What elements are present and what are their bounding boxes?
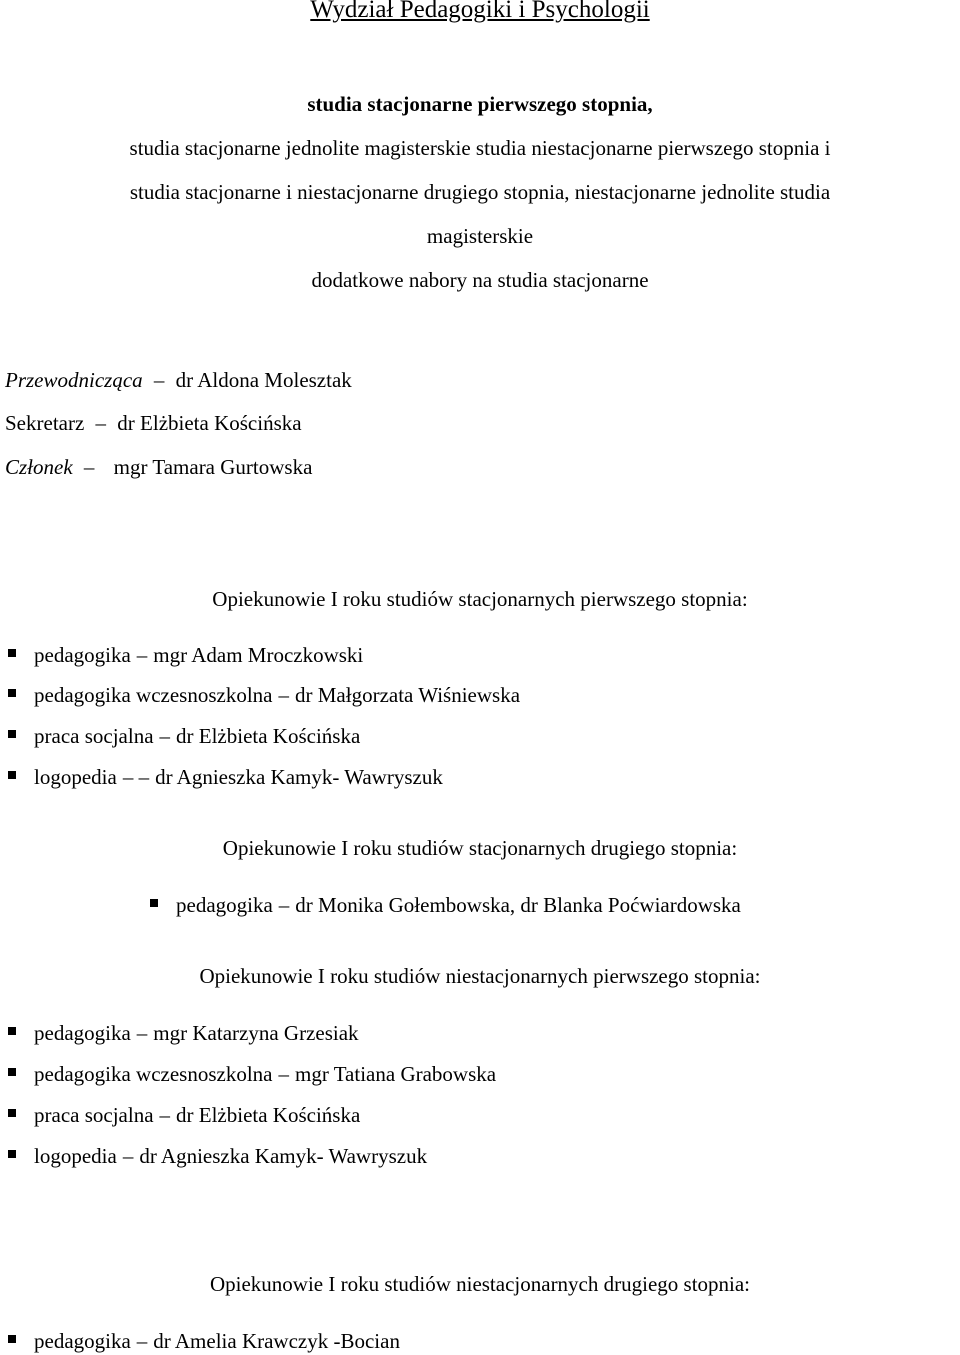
dash: – (83, 455, 95, 479)
list-item (8, 765, 443, 790)
bullet-icon (8, 1335, 16, 1343)
list-item (8, 643, 363, 668)
subtitle-line-4: magisterskie (426, 224, 534, 248)
list-item (8, 1103, 360, 1128)
committee-name: dr Aldona Molesztak (175, 368, 352, 392)
section-heading-1: Opiekunowie I roku studiów stacjonarnych pierwszego stopnia: (212, 587, 748, 611)
bullet-icon (8, 771, 16, 779)
dash: – (95, 411, 107, 435)
section-heading-2: Opiekunowie I roku studiów stacjonarnych drugiego stopnia: (222, 836, 738, 860)
list-item (8, 724, 360, 749)
bullet-icon (8, 1150, 16, 1158)
committee-name: mgr Tamara Gurtowska (113, 455, 313, 479)
dash: – (159, 724, 171, 748)
field-name: logopedia (34, 765, 117, 789)
field-name: pedagogika (34, 1021, 131, 1045)
field-name: praca socjalna (34, 1103, 154, 1127)
dash: – (278, 1062, 289, 1086)
person-name: dr Monika Gołembowska, dr Blanka Poćwiardowska (295, 893, 741, 917)
committee-role: Sekretarz (5, 411, 85, 435)
person-name: dr Agnieszka Kamyk- Wawryszuk (139, 1144, 428, 1168)
field-name: pedagogika wczesnoszkolna (34, 683, 273, 707)
person-name: dr Małgorzata Wiśniewska (295, 683, 521, 707)
bullet-icon (8, 1027, 16, 1035)
section-heading-4: Opiekunowie I roku studiów niestacjonarnych drugiego stopnia: (209, 1272, 751, 1296)
dash: – (278, 683, 289, 707)
field-name: logopedia (34, 1144, 117, 1168)
field-name: pedagogika (34, 1329, 131, 1353)
dash: – (159, 1103, 171, 1127)
list-item (8, 1062, 496, 1087)
dash: – (136, 643, 148, 667)
list-item (8, 1329, 400, 1354)
dash: – – (122, 765, 150, 789)
committee-secretary (5, 411, 302, 436)
list-item (8, 683, 520, 708)
page-title: Wydział Pedagogiki i Psychologii (310, 0, 650, 23)
dash: – (136, 1021, 148, 1045)
committee-role: Przewodnicząca (5, 368, 143, 392)
field-name: praca socjalna (34, 724, 154, 748)
person-name: dr Elżbieta Kościńska (176, 724, 361, 748)
dash: – (122, 1144, 134, 1168)
subtitle-line-3: studia stacjonarne i niestacjonarne drugiego stopnia, niestacjonarne jednolite studia (129, 180, 831, 204)
person-name: mgr Adam Mroczkowski (153, 643, 364, 667)
bullet-icon (8, 649, 16, 657)
list-item (8, 1021, 359, 1046)
committee-chair (5, 368, 352, 393)
committee-member (5, 455, 312, 480)
bullet-icon (8, 1109, 16, 1117)
bullet-icon (8, 1068, 16, 1076)
person-name: mgr Katarzyna Grzesiak (153, 1021, 359, 1045)
dash: – (136, 1329, 148, 1353)
committee-name: dr Elżbieta Kościńska (117, 411, 302, 435)
list-item (8, 1144, 427, 1169)
person-name: dr Agnieszka Kamyk- Wawryszuk (155, 765, 443, 789)
field-name: pedagogika (176, 893, 273, 917)
subtitle-line-1: studia stacjonarne pierwszego stopnia, (307, 92, 653, 116)
subtitle-line-5: dodatkowe nabory na studia stacjonarne (311, 268, 649, 292)
field-name: pedagogika (34, 643, 131, 667)
dash: – (278, 893, 290, 917)
field-name: pedagogika wczesnoszkolna (34, 1062, 273, 1086)
bullet-icon (8, 689, 16, 697)
bullet-icon (8, 730, 16, 738)
committee-role: Członek (5, 455, 73, 479)
bullet-icon (150, 899, 158, 907)
subtitle-line-2: studia stacjonarne jednolite magisterskie studia niestacjonarne pierwszego stopnia i (129, 136, 831, 160)
person-name: dr Amelia Krawczyk -Bocian (153, 1329, 400, 1353)
section-heading-3: Opiekunowie I roku studiów niestacjonarnych pierwszego stopnia: (199, 964, 761, 988)
person-name: mgr Tatiana Grabowska (295, 1062, 497, 1086)
list-item (150, 893, 741, 918)
person-name: dr Elżbieta Kościńska (176, 1103, 361, 1127)
dash: – (153, 368, 165, 392)
